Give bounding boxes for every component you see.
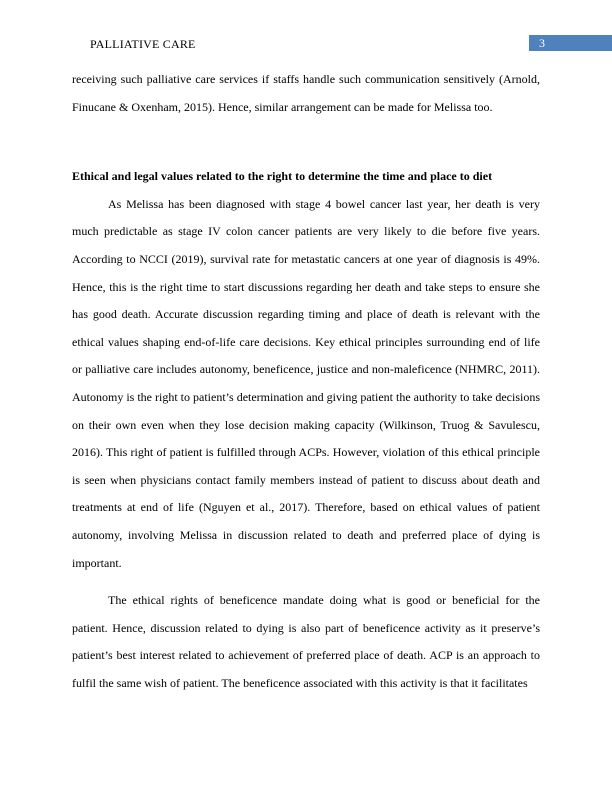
body-paragraph-1: As Melissa has been diagnosed with stage 4 bowel cancer last year, her death is very much predictable as stage IV colon cancer patients are very likely to die before five years. According to NCCI (2019), survival rate for metastatic cancers at one year of diagnosis is 49%. Hence, this is the right time to start discussions regarding her death and take steps to ensure she has good death. Accurate discussion regarding timing and place of death is relevant with the ethical values shaping end-of-life care decisions. Key ethical principles surrounding end of life or palliative care includes autonomy, beneficence, justice and non-maleficence (NHMRC, 2011). Autonomy is the right to patient’s determination and giving patient the authority to take decisions on their own even when they lose decision making capacity (Wilkinson, Truog & Savulescu, 2016). This right of patient is fulfilled through ACPs. However, violation of this ethical principle is seen when physicians contact family members instead of patient to discuss about death and treatments at end of life (Nguyen et al., 2017). Therefore, based on ethical values of patient autonomy, involving Melissa in discussion related to death and preferred place of dying is important. bbox=[72, 196, 540, 570]
document-body bbox=[72, 66, 540, 697]
body-paragraph-2: The ethical rights of beneficence mandate doing what is good or beneficial for the patient. Hence, discussion related to dying is also part of beneficence activity as it preserve’s patient’s best interest related to achievement of preferred place of death. ACP is an approach to fulfil the same wish of patient. The beneficence associated with this activity is that it facilitates bbox=[72, 593, 540, 690]
running-header-title: PALLIATIVE CARE bbox=[90, 37, 196, 51]
paragraph-continued: receiving such palliative care services if staffs handle such communication sensitively (Arnold, Finucane & Oxenham, 2015). Hence, similar arrangement can be made for Melissa too. bbox=[72, 72, 540, 114]
section-heading: Ethical and legal values related to the right to determine the time and place to diet bbox=[72, 169, 493, 184]
page-number-badge: 3 bbox=[529, 35, 612, 51]
